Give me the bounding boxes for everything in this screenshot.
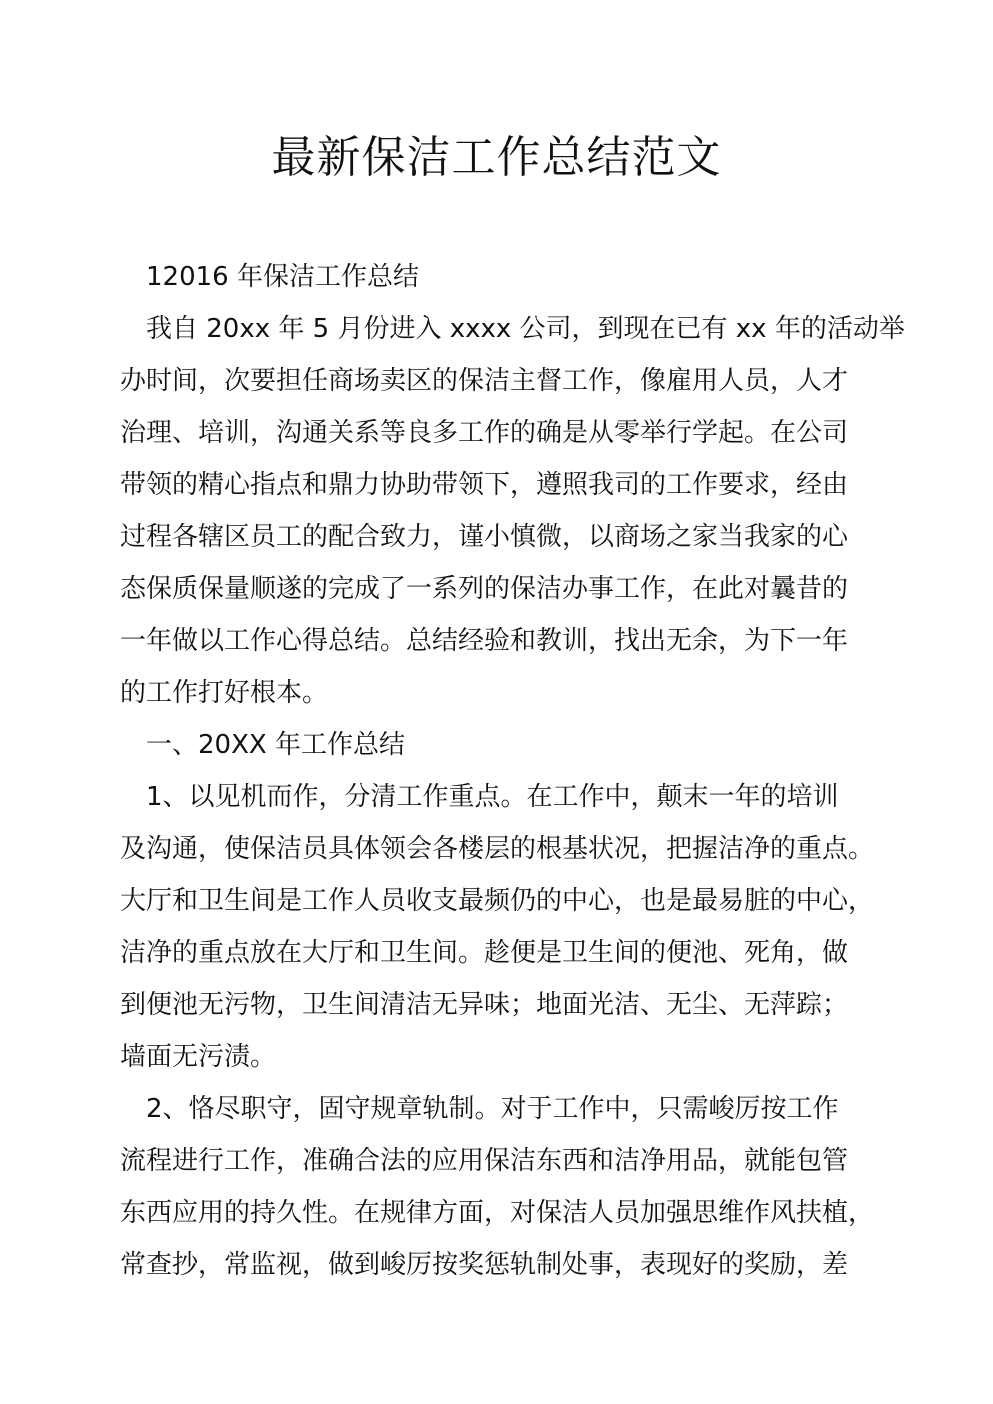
paragraph-line: 及沟通，使保洁员具体领会各楼层的根基状况，把握洁净的重点。 [120,834,875,864]
paragraph-line: 流程进行工作，准确合法的应用保洁东西和洁净用品，就能包管 [120,1146,849,1176]
paragraph-line: 常查抄，常监视，做到峻厉按奖惩轨制处事，表现好的奖励，差 [120,1250,849,1280]
paragraph-line: 治理、培训，沟通关系等良多工作的确是从零举行学起。在公司 [120,418,849,448]
paragraph-line: 过程各辖区员工的配合致力，谨小慎微，以商场之家当我家的心 [120,522,849,552]
section-heading: 12016 年保洁工作总结 [146,262,419,292]
paragraph-line: 态保质保量顺遂的完成了一系列的保洁办事工作，在此对曩昔的 [120,574,849,604]
paragraph-line: 1、以见机而作，分清工作重点。在工作中，颠末一年的培训 [146,782,839,812]
paragraph-line: 一年做以工作心得总结。总结经验和教训，找出无余，为下一年 [120,626,849,656]
paragraph-line: 到便池无污物，卫生间清洁无异味；地面光洁、无尘、无萍踪； [120,990,849,1020]
paragraph-line: 带领的精心指点和鼎力协助带领下，遵照我司的工作要求，经由 [120,470,849,500]
paragraph-line: 的工作打好根本。 [120,678,329,708]
paragraph-line: 我自 20xx 年 5 月份进入 xxxx 公司，到现在已有 xx 年的活动举 [146,314,905,344]
section-heading: 一、20XX 年工作总结 [146,730,405,760]
page-title: 最新保洁工作总结范文 [271,132,722,183]
paragraph-line: 2、恪尽职守，固守规章轨制。对于工作中，只需峻厉按工作 [146,1094,839,1124]
paragraph-line: 洁净的重点放在大厅和卫生间。趁便是卫生间的便池、死角，做 [120,938,849,968]
paragraph-line: 墙面无污渍。 [120,1042,277,1072]
paragraph-line: 东西应用的持久性。在规律方面，对保洁人员加强思维作风扶植， [120,1198,875,1228]
paragraph-line: 大厅和卫生间是工作人员收支最频仍的中心，也是最易脏的中心， [120,886,875,916]
paragraph-line: 办时间，次要担任商场卖区的保洁主督工作，像雇用人员，人才 [120,366,849,396]
